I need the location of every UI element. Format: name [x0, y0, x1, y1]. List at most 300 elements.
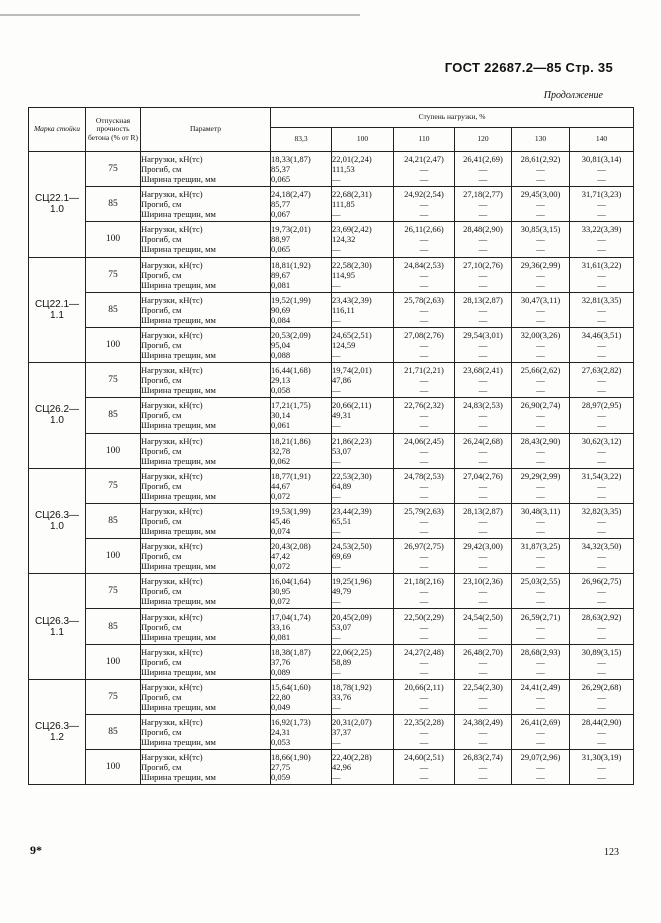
value-cell-110	[394, 503, 455, 538]
param-line: Нагрузки, кН(тс)	[141, 505, 203, 516]
dash-line: —	[478, 279, 488, 290]
table-row	[29, 327, 634, 362]
dash-line: —	[536, 490, 545, 501]
param-cell	[141, 398, 271, 433]
dash-line: —	[536, 209, 545, 220]
mark-cell: СЦ26.3—1.2	[29, 679, 86, 785]
value-line: 37,76	[271, 656, 291, 667]
dash-line: —	[536, 701, 545, 712]
value-line: 124,32	[332, 234, 356, 245]
dash-line: —	[419, 174, 429, 185]
dash-line: —	[597, 375, 606, 386]
dash-line: —	[419, 304, 429, 315]
value-cell-120	[455, 503, 512, 538]
value-line: 24,83(2,53)	[463, 400, 503, 411]
dash-line: —	[478, 727, 488, 738]
param-line: Нагрузки, кН(тс)	[141, 365, 203, 376]
value-cell-130	[512, 574, 570, 609]
value-cell-100	[332, 398, 394, 433]
param-cell	[141, 609, 271, 644]
value-cell-130	[512, 679, 570, 714]
strength-cell: 75	[86, 152, 141, 187]
value-line: 22,40(2,28)	[332, 752, 372, 763]
table-row	[29, 679, 634, 714]
param-cell	[141, 433, 271, 468]
value-line: 24,06(2,45)	[404, 435, 444, 446]
value-cell-100	[332, 292, 394, 327]
param-line: Нагрузки, кН(тс)	[141, 611, 203, 622]
value-line: 22,53(2,30)	[332, 470, 372, 481]
dash-line: —	[419, 410, 429, 421]
value-line: 30,85(3,15)	[520, 224, 561, 235]
value-line: 18,81(1,92)	[271, 259, 311, 270]
value-line: 29,42(3,00)	[463, 541, 503, 552]
value-cell-100	[332, 503, 394, 538]
value-line: 0,072	[271, 490, 291, 501]
param-line: Прогиб, см	[141, 304, 182, 315]
param-line: Ширина трещин, мм	[141, 244, 216, 255]
dash-line: —	[478, 480, 488, 491]
dash-line: —	[419, 279, 429, 290]
value-cell-120	[455, 222, 512, 257]
value-cell-110	[394, 257, 455, 292]
param-line: Прогиб, см	[141, 164, 182, 175]
dash-line: —	[332, 631, 341, 642]
dash-line: —	[419, 340, 429, 351]
value-cell-110	[394, 609, 455, 644]
dash-line: —	[478, 666, 488, 677]
value-line: 34,32(3,50)	[581, 541, 622, 552]
table-row	[29, 609, 634, 644]
dash-line: —	[419, 455, 429, 466]
dash-line: —	[478, 701, 488, 712]
value-line: 116,11	[332, 304, 355, 315]
dash-line: —	[597, 174, 606, 185]
mark-cell: СЦ26.3—1.0	[29, 468, 86, 574]
dash-line: —	[332, 561, 341, 572]
value-cell-140	[570, 257, 634, 292]
value-line: 69,69	[332, 551, 352, 562]
value-line: 26,29(2,68)	[581, 681, 622, 692]
param-cell	[141, 363, 271, 398]
param-line: Ширина трещин, мм	[141, 701, 216, 712]
value-line: 28,97(2,95)	[581, 400, 622, 411]
value-line: 21,86(2,23)	[332, 435, 372, 446]
value-line: 29,29(2,99)	[520, 470, 561, 481]
value-line: 0,084	[271, 314, 291, 325]
dash-line: —	[536, 244, 545, 255]
value-line: 17,04(1,74)	[271, 611, 311, 622]
dash-line: —	[597, 340, 606, 351]
dash-line: —	[419, 385, 429, 396]
value-cell-140	[570, 187, 634, 222]
dash-line: —	[478, 515, 488, 526]
value-line: 24,21(2,47)	[404, 154, 444, 165]
value-line: 23,69(2,42)	[332, 224, 372, 235]
value-line: 27,63(2,82)	[581, 365, 622, 376]
dash-line: —	[332, 314, 341, 325]
value-line: 26,11(2,66)	[404, 224, 444, 235]
value-line: 27,75	[271, 762, 291, 773]
dash-line: —	[536, 410, 545, 421]
value-cell-120	[455, 750, 512, 785]
col-header-mark: Марка стойки	[29, 108, 86, 152]
dash-line: —	[536, 666, 545, 677]
value-line: 27,04(2,76)	[463, 470, 503, 481]
col-header-step: 130	[512, 128, 570, 152]
value-cell-120	[455, 257, 512, 292]
dash-line: —	[419, 727, 429, 738]
value-line: 0,065	[271, 244, 291, 255]
dash-line: —	[332, 455, 341, 466]
value-cell-100	[332, 574, 394, 609]
dash-line: —	[478, 737, 488, 748]
dash-line: —	[597, 385, 606, 396]
value-line: 32,78	[271, 445, 291, 456]
value-cell-110	[394, 750, 455, 785]
param-line: Нагрузки, кН(тс)	[141, 189, 203, 200]
value-cell-110	[394, 398, 455, 433]
dash-line: —	[332, 772, 341, 783]
table-row	[29, 433, 634, 468]
value-line: 0,081	[271, 279, 291, 290]
dash-line: —	[536, 631, 545, 642]
col-header-load-group: Ступень нагрузки, %	[271, 108, 634, 128]
dash-line: —	[478, 621, 488, 632]
value-line: 88,97	[271, 234, 291, 245]
value-line: 19,74(2,01)	[332, 365, 372, 376]
param-line: Ширина трещин, мм	[141, 314, 216, 325]
dash-line: —	[419, 762, 429, 773]
dash-line: —	[478, 340, 488, 351]
load-test-table	[28, 107, 634, 785]
value-line: 49,79	[332, 586, 352, 597]
signature-mark: 9*	[30, 843, 42, 857]
value-cell-140	[570, 152, 634, 187]
dash-line: —	[419, 515, 429, 526]
dash-line: —	[419, 350, 429, 361]
value-cell-110	[394, 539, 455, 574]
value-line: 28,13(2,87)	[463, 505, 503, 516]
value-line: 15,64(1,60)	[271, 681, 311, 692]
value-cell-110	[394, 679, 455, 714]
dash-line: —	[419, 631, 429, 642]
value-cell-120	[455, 433, 512, 468]
dash-line: —	[478, 174, 488, 185]
value-line: 111,85	[332, 199, 355, 210]
dash-line: —	[332, 244, 341, 255]
param-line: Нагрузки, кН(тс)	[141, 717, 203, 728]
dash-line: —	[478, 199, 488, 210]
value-line: 0,061	[271, 420, 291, 431]
param-cell	[141, 539, 271, 574]
dash-line: —	[332, 385, 341, 396]
dash-line: —	[536, 199, 545, 210]
value-cell-140	[570, 574, 634, 609]
value-line: 18,33(1,87)	[271, 154, 311, 165]
value-cell-140	[570, 644, 634, 679]
value-line: 33,16	[271, 621, 291, 632]
param-line: Прогиб, см	[141, 656, 182, 667]
dash-line: —	[478, 772, 488, 783]
param-line: Прогиб, см	[141, 234, 182, 245]
dash-line: —	[419, 480, 429, 491]
value-line: 26,41(2,69)	[520, 717, 561, 728]
param-cell	[141, 679, 271, 714]
dash-line: —	[536, 385, 545, 396]
dash-line: —	[536, 772, 545, 783]
dash-line: —	[597, 551, 606, 562]
dash-line: —	[597, 586, 606, 597]
dash-line: —	[597, 515, 606, 526]
dash-line: —	[536, 420, 545, 431]
value-cell-110	[394, 715, 455, 750]
param-line: Ширина трещин, мм	[141, 525, 216, 536]
dash-line: —	[478, 234, 488, 245]
value-line: 44,67	[271, 480, 291, 491]
value-line: 20,43(2,08)	[271, 541, 311, 552]
value-line: 32,82(3,35)	[581, 505, 622, 516]
dash-line: —	[536, 621, 545, 632]
strength-cell: 75	[86, 363, 141, 398]
value-cell-83	[271, 503, 332, 538]
value-cell-120	[455, 539, 512, 574]
value-line: 18,21(1,86)	[271, 435, 311, 446]
value-line: 31,71(3,23)	[581, 189, 622, 200]
value-cell-83	[271, 539, 332, 574]
mark-cell: СЦ26.2—1.0	[29, 363, 86, 469]
strength-cell: 100	[86, 433, 141, 468]
value-line: 29,13	[271, 375, 291, 386]
value-cell-140	[570, 468, 634, 503]
value-line: 0,059	[271, 772, 291, 783]
value-line: 31,87(3,25)	[520, 541, 561, 552]
dash-line: —	[597, 490, 606, 501]
dash-line: —	[536, 375, 545, 386]
table-row	[29, 152, 634, 187]
param-line: Нагрузки, кН(тс)	[141, 646, 203, 657]
value-line: 16,44(1,68)	[271, 365, 311, 376]
table-row	[29, 750, 634, 785]
param-line: Ширина трещин, мм	[141, 455, 216, 466]
strength-cell: 100	[86, 644, 141, 679]
dash-line: —	[536, 691, 545, 702]
value-line: 26,48(2,70)	[463, 646, 503, 657]
param-line: Прогиб, см	[141, 199, 182, 210]
param-cell	[141, 187, 271, 222]
value-line: 111,53	[332, 164, 355, 175]
strength-cell: 100	[86, 750, 141, 785]
value-cell-130	[512, 644, 570, 679]
dash-line: —	[419, 209, 429, 220]
value-cell-120	[455, 574, 512, 609]
value-cell-120	[455, 327, 512, 362]
page-number: 123	[604, 847, 619, 858]
dash-line: —	[478, 350, 488, 361]
dash-line: —	[597, 164, 606, 175]
param-cell	[141, 327, 271, 362]
value-line: 17,21(1,75)	[271, 400, 311, 411]
value-line: 26,96(2,75)	[581, 576, 622, 587]
dash-line: —	[597, 209, 606, 220]
value-line: 25,78(2,63)	[404, 294, 444, 305]
param-line: Ширина трещин, мм	[141, 772, 216, 783]
dash-line: —	[597, 445, 606, 456]
table-row	[29, 222, 634, 257]
value-cell-130	[512, 433, 570, 468]
dash-line: —	[536, 762, 545, 773]
strength-cell: 75	[86, 257, 141, 292]
value-cell-140	[570, 539, 634, 574]
value-line: 23,10(2,36)	[463, 576, 503, 587]
dash-line: —	[419, 445, 429, 456]
mark-cell: СЦ22.1—1.0	[29, 152, 86, 258]
value-cell-130	[512, 503, 570, 538]
value-cell-130	[512, 292, 570, 327]
value-line: 30,89(3,15)	[581, 646, 622, 657]
dash-line: —	[597, 727, 606, 738]
value-cell-100	[332, 152, 394, 187]
dash-line: —	[478, 375, 488, 386]
table-row	[29, 363, 634, 398]
value-cell-110	[394, 187, 455, 222]
dash-line: —	[597, 561, 606, 572]
value-cell-140	[570, 398, 634, 433]
value-cell-120	[455, 187, 512, 222]
dash-line: —	[597, 762, 606, 773]
table-row	[29, 468, 634, 503]
value-cell-140	[570, 750, 634, 785]
dash-line: —	[332, 174, 341, 185]
param-line: Ширина трещин, мм	[141, 420, 216, 431]
table-body	[29, 152, 634, 785]
value-line: 30,48(3,11)	[520, 505, 561, 516]
dash-line: —	[536, 445, 545, 456]
dash-line: —	[597, 701, 606, 712]
param-line: Ширина трещин, мм	[141, 385, 216, 396]
col-header-step: 110	[394, 128, 455, 152]
dash-line: —	[478, 455, 488, 466]
param-line: Ширина трещин, мм	[141, 561, 216, 572]
value-cell-83	[271, 257, 332, 292]
dash-line: —	[536, 279, 545, 290]
value-cell-130	[512, 187, 570, 222]
value-cell-130	[512, 468, 570, 503]
value-cell-83	[271, 152, 332, 187]
value-cell-100	[332, 257, 394, 292]
dash-line: —	[419, 621, 429, 632]
dash-line: —	[478, 385, 488, 396]
strength-cell: 75	[86, 574, 141, 609]
table-row	[29, 644, 634, 679]
col-header-step: 120	[455, 128, 512, 152]
value-line: 16,92(1,73)	[271, 717, 311, 728]
value-cell-120	[455, 715, 512, 750]
dash-line: —	[597, 691, 606, 702]
value-cell-110	[394, 222, 455, 257]
dash-line: —	[536, 656, 545, 667]
dash-line: —	[478, 314, 488, 325]
param-line: Прогиб, см	[141, 445, 182, 456]
dash-line: —	[536, 515, 545, 526]
value-cell-140	[570, 609, 634, 644]
param-line: Прогиб, см	[141, 691, 182, 702]
dash-line: —	[478, 586, 488, 597]
value-line: 22,50(2,29)	[404, 611, 444, 622]
value-line: 23,43(2,39)	[332, 294, 372, 305]
value-cell-130	[512, 539, 570, 574]
value-line: 0,074	[271, 525, 291, 536]
value-line: 30,95	[271, 586, 291, 597]
value-line: 45,46	[271, 515, 291, 526]
value-cell-110	[394, 327, 455, 362]
value-line: 33,22(3,39)	[581, 224, 622, 235]
param-line: Нагрузки, кН(тс)	[141, 294, 203, 305]
value-line: 22,76(2,32)	[404, 400, 444, 411]
dash-line: —	[597, 480, 606, 491]
dash-line: —	[536, 586, 545, 597]
dash-line: —	[536, 304, 545, 315]
value-cell-120	[455, 468, 512, 503]
dash-line: —	[332, 350, 341, 361]
dash-line: —	[536, 455, 545, 466]
value-cell-100	[332, 468, 394, 503]
table-row	[29, 398, 634, 433]
value-cell-83	[271, 468, 332, 503]
dash-line: —	[419, 561, 429, 572]
value-line: 90,69	[271, 304, 291, 315]
table-row	[29, 539, 634, 574]
value-line: 0,053	[271, 737, 291, 748]
dash-line: —	[597, 631, 606, 642]
dash-line: —	[597, 279, 606, 290]
col-header-param: Параметр	[141, 108, 271, 152]
value-line: 25,66(2,62)	[520, 365, 561, 376]
value-line: 29,54(3,01)	[463, 330, 503, 341]
value-line: 24,78(2,53)	[404, 470, 444, 481]
dash-line: —	[419, 551, 429, 562]
value-line: 89,67	[271, 269, 291, 280]
dash-line: —	[597, 596, 606, 607]
dash-line: —	[478, 762, 488, 773]
value-line: 65,51	[332, 515, 352, 526]
continuation-label: Продолжение	[543, 90, 603, 101]
value-cell-100	[332, 539, 394, 574]
dash-line: —	[478, 410, 488, 421]
value-cell-120	[455, 679, 512, 714]
value-line: 29,07(2,96)	[520, 752, 561, 763]
param-line: Прогиб, см	[141, 480, 182, 491]
param-line: Нагрузки, кН(тс)	[141, 435, 203, 446]
value-line: 27,10(2,76)	[463, 259, 503, 270]
table-row	[29, 715, 634, 750]
value-cell-120	[455, 609, 512, 644]
value-line: 21,71(2,21)	[404, 365, 444, 376]
dash-line: —	[536, 314, 545, 325]
value-line: 29,36(2,99)	[520, 259, 561, 270]
value-line: 33,76	[332, 691, 352, 702]
value-cell-120	[455, 398, 512, 433]
dash-line: —	[419, 701, 429, 712]
param-cell	[141, 574, 271, 609]
value-line: 26,59(2,71)	[520, 611, 561, 622]
value-cell-120	[455, 644, 512, 679]
value-line: 85,37	[271, 164, 291, 175]
param-line: Нагрузки, кН(тс)	[141, 576, 203, 587]
value-line: 32,81(3,35)	[581, 294, 622, 305]
dash-line: —	[332, 490, 341, 501]
value-cell-110	[394, 574, 455, 609]
